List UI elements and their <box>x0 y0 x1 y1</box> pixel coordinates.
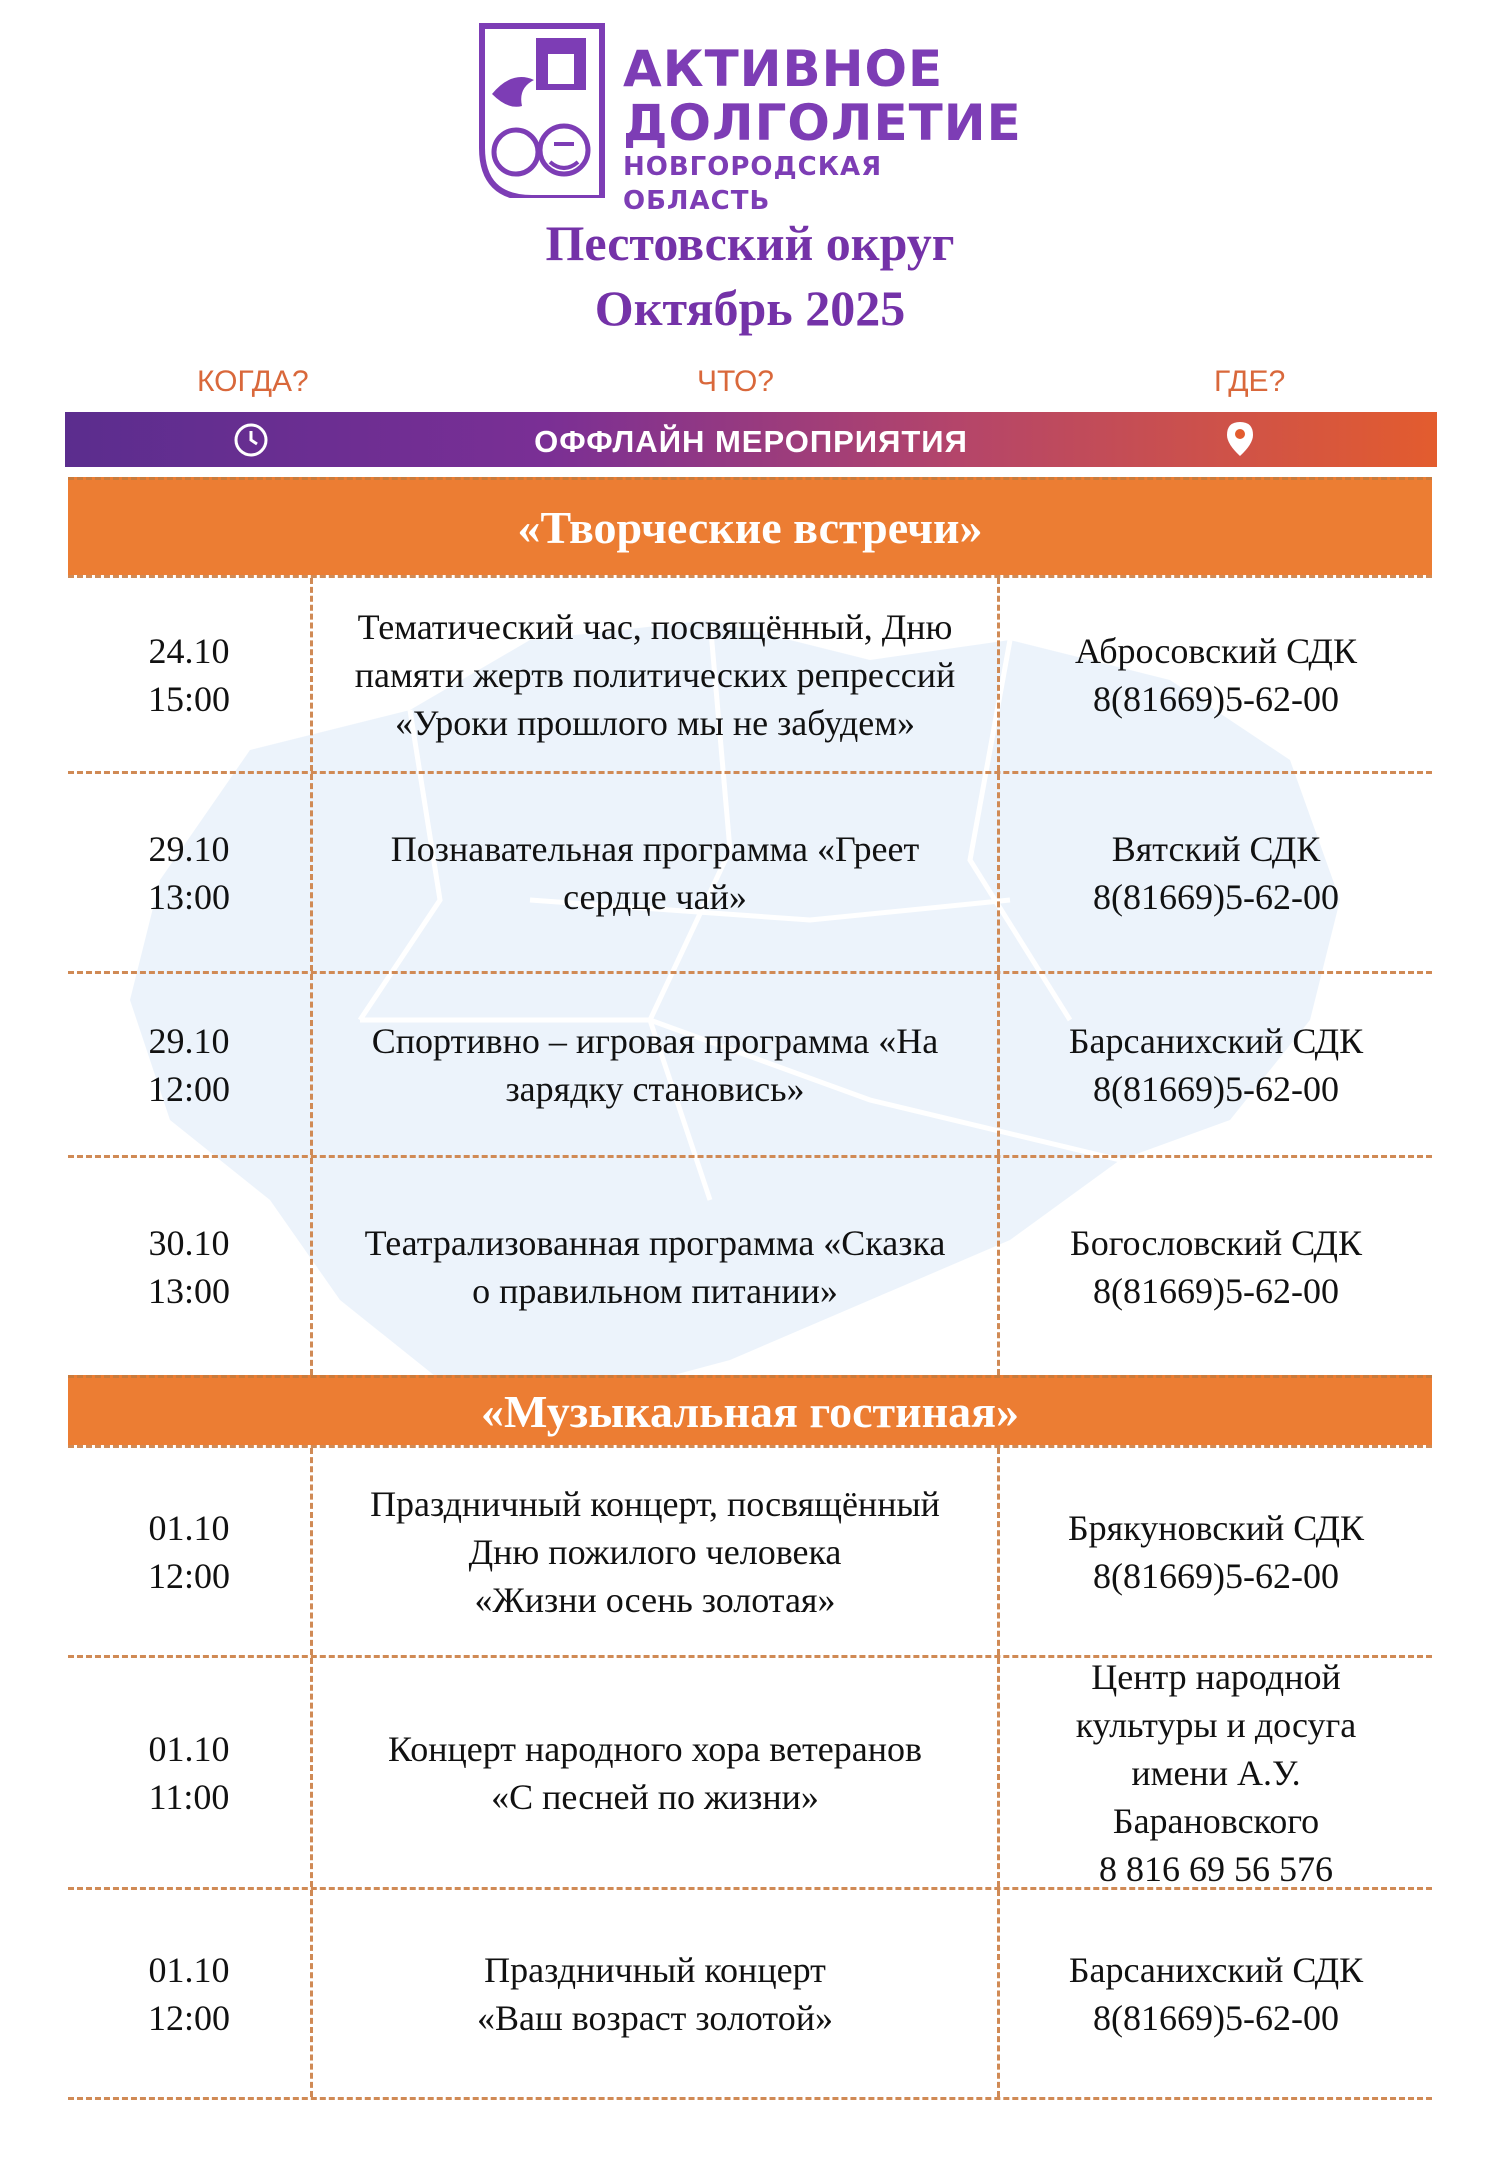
event-date: 29.10 <box>148 828 230 869</box>
section-header: «Музыкальная гостиная» <box>68 1375 1432 1445</box>
event-row <box>68 971 1432 1155</box>
event-time: 12:00 <box>147 1555 230 1596</box>
description-line: Спортивно – игровая программа «На <box>371 1020 939 1061</box>
event-location <box>1000 1658 1432 1887</box>
event-description <box>310 1448 1000 1655</box>
location-line: 8 816 69 56 576 <box>1099 1848 1333 1889</box>
event-time: 12:00 <box>147 1068 230 1109</box>
logo <box>478 22 1038 216</box>
event-description <box>310 578 1000 771</box>
event-datetime <box>68 974 310 1155</box>
event-description <box>310 774 1000 971</box>
description-line: сердце чай» <box>563 876 747 917</box>
event-datetime <box>68 578 310 771</box>
section-header: «Творческие встречи» <box>68 477 1432 575</box>
event-datetime <box>68 1158 310 1375</box>
event-row <box>68 1155 1432 1375</box>
event-date: 01.10 <box>148 1728 230 1769</box>
location-line: Центр народной <box>1091 1656 1341 1697</box>
event-time: 15:00 <box>147 678 230 719</box>
offline-events-banner <box>65 412 1437 467</box>
description-line: Праздничный концерт <box>484 1949 826 1990</box>
table-bottom-border <box>68 2097 1432 2100</box>
event-row <box>68 1887 1432 2097</box>
event-location <box>1000 774 1432 971</box>
event-time: 12:00 <box>147 1997 230 2038</box>
description-line: «Ваш возраст золотой» <box>477 1997 833 2038</box>
events-table <box>68 477 1432 2100</box>
event-location <box>1000 1158 1432 1375</box>
logo-line-3: НОВГОРОДСКАЯ ОБЛАСТЬ <box>623 152 883 216</box>
location-line: Барсанихский СДК <box>1068 1020 1364 1061</box>
event-datetime <box>68 1448 310 1655</box>
event-description <box>310 1890 1000 2097</box>
logo-line-2: ДОЛГОЛЕТИЕ <box>623 94 1022 152</box>
location-line: Вятский СДК <box>1111 828 1321 869</box>
location-line: Брякуновский СДК <box>1067 1507 1365 1548</box>
event-description <box>310 1658 1000 1887</box>
event-row <box>68 1655 1432 1887</box>
description-line: Концерт народного хора ветеранов <box>388 1728 922 1769</box>
description-line: Театрализованная программа «Сказка <box>364 1222 946 1263</box>
description-line: памяти жертв политических репрессий <box>354 654 956 695</box>
event-row <box>68 1445 1432 1655</box>
header <box>0 0 1500 460</box>
location-line: культуры и досуга <box>1075 1704 1357 1745</box>
event-description <box>310 1158 1000 1375</box>
event-time: 13:00 <box>147 876 230 917</box>
event-date: 01.10 <box>148 1507 230 1548</box>
description-line: зарядку становись» <box>505 1068 805 1109</box>
where-label: ГДЕ? <box>1214 365 1286 398</box>
banner-label: ОФФЛАЙН МЕРОПРИЯТИЯ <box>534 424 968 459</box>
event-location <box>1000 1890 1432 2097</box>
description-line: Праздничный концерт, посвящённый <box>370 1483 940 1524</box>
description-line: Познавательная программа «Греет <box>390 828 920 869</box>
month-title: Октябрь 2025 <box>594 280 906 336</box>
event-datetime <box>68 774 310 971</box>
event-time: 11:00 <box>148 1776 230 1817</box>
location-line: 8(81669)5-62-00 <box>1093 1068 1339 1109</box>
location-line: 8(81669)5-62-00 <box>1093 876 1339 917</box>
when-label: КОГДА? <box>197 365 309 398</box>
location-line: 8(81669)5-62-00 <box>1093 1555 1339 1596</box>
description-line: о правильном питании» <box>472 1270 838 1311</box>
location-line: Барсанихский СДК <box>1068 1949 1364 1990</box>
location-line: имени А.У. <box>1131 1752 1301 1793</box>
event-location <box>1000 578 1432 771</box>
what-label: ЧТО? <box>697 365 774 398</box>
location-pin-icon <box>1225 420 1255 458</box>
district-title: Пестовский округ <box>545 215 955 271</box>
location-line: Богословский СДК <box>1070 1222 1362 1263</box>
description-line: Тематический час, посвящённый, Дню <box>357 606 953 647</box>
event-date: 01.10 <box>148 1949 230 1990</box>
location-line: Барановского <box>1112 1800 1320 1841</box>
event-time: 13:00 <box>147 1270 230 1311</box>
description-line: «Уроки прошлого мы не забудем» <box>394 702 916 743</box>
event-date: 24.10 <box>148 630 230 671</box>
event-datetime <box>68 1890 310 2097</box>
location-line: 8(81669)5-62-00 <box>1093 1270 1339 1311</box>
description-line: «С песней по жизни» <box>491 1776 819 1817</box>
description-line: Дню пожилого человека <box>468 1531 842 1572</box>
location-line: 8(81669)5-62-00 <box>1093 1997 1339 2038</box>
event-datetime <box>68 1658 310 1887</box>
location-line: 8(81669)5-62-00 <box>1093 678 1339 719</box>
location-line: Абросовский СДК <box>1075 630 1357 671</box>
event-row <box>68 575 1432 771</box>
event-date: 30.10 <box>148 1222 230 1263</box>
event-description <box>310 974 1000 1155</box>
event-location <box>1000 974 1432 1155</box>
logo-emblem-icon <box>478 22 606 198</box>
description-line: «Жизни осень золотая» <box>474 1579 836 1620</box>
logo-text <box>623 42 1038 218</box>
event-location <box>1000 1448 1432 1655</box>
event-date: 29.10 <box>148 1020 230 1061</box>
event-row <box>68 771 1432 971</box>
logo-line-1: АКТИВНОЕ <box>623 40 944 98</box>
